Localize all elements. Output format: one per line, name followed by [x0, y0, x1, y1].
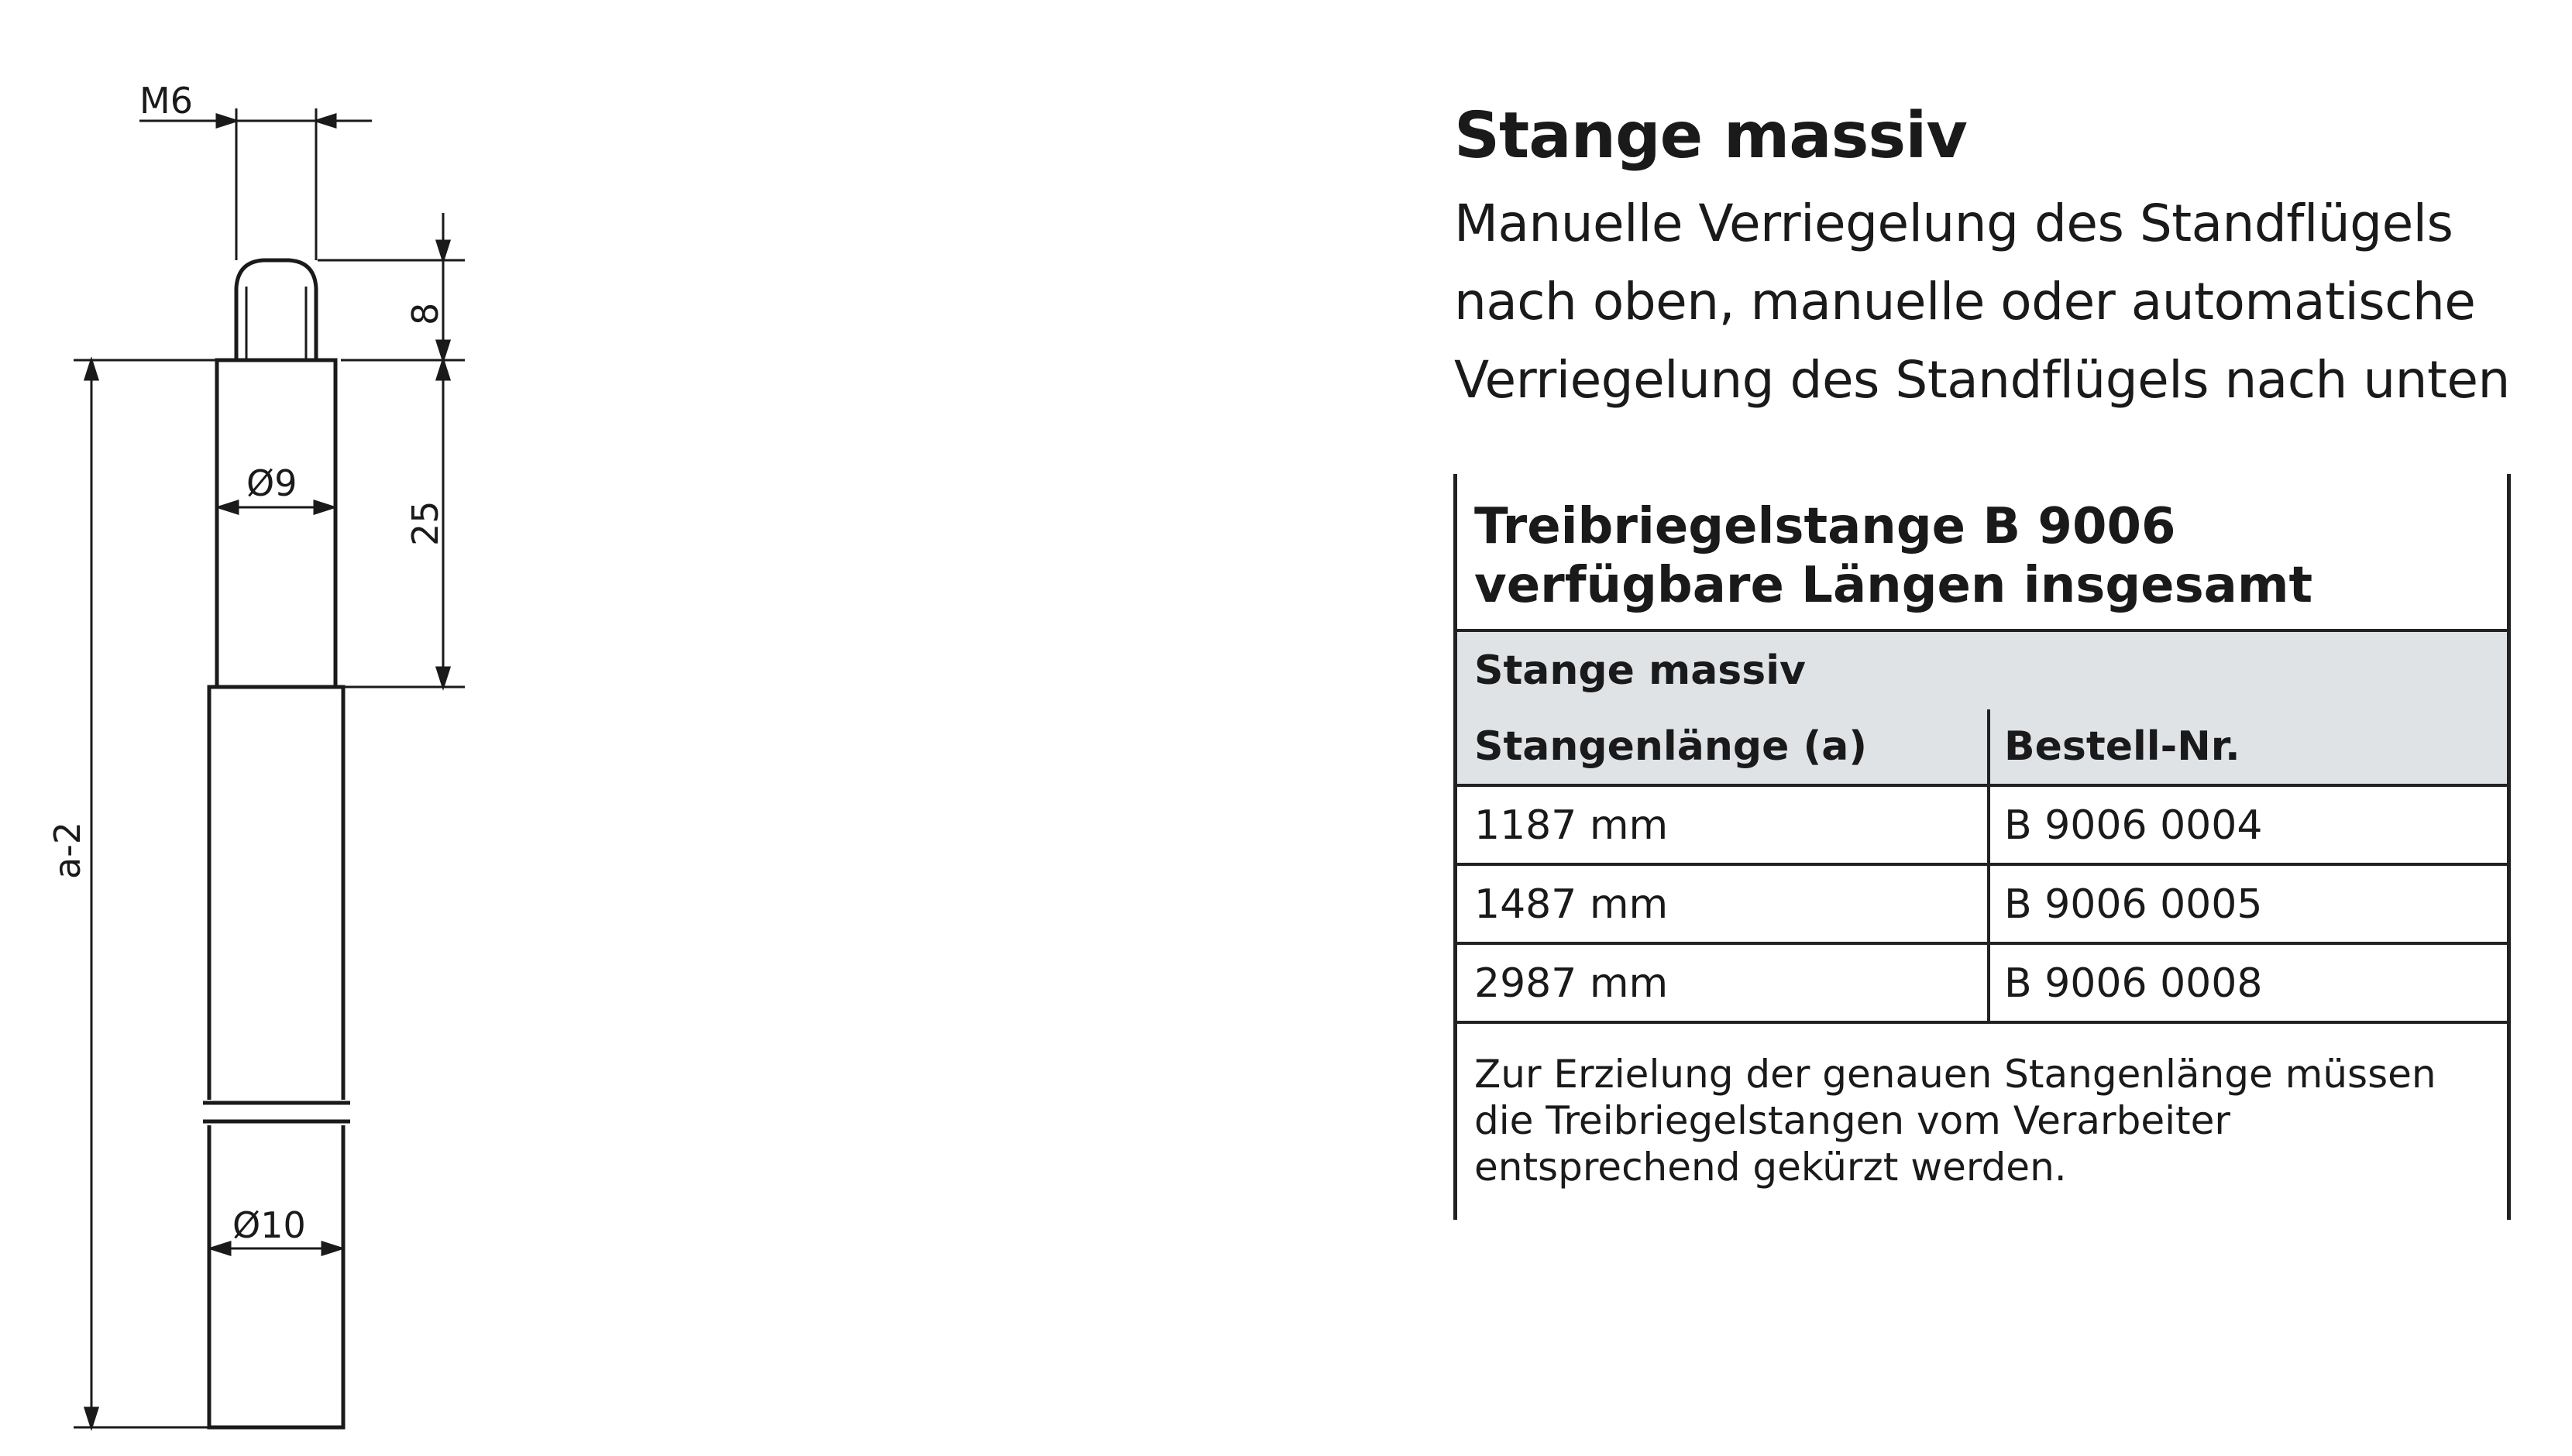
column-divider: [1987, 787, 1990, 863]
table-title: [1474, 497, 2312, 615]
table-subheader: Stange massiv: [1474, 647, 1806, 694]
table-row: [1457, 787, 2507, 866]
dim-label-8: 8: [404, 302, 446, 325]
page-title: Stange massiv: [1454, 99, 1967, 173]
table-title-line1: Treibriegelstange B 9006: [1474, 498, 2176, 555]
row-length: 2987 mm: [1474, 960, 1669, 1007]
column-header-length: Stangenlänge (a): [1474, 723, 1868, 770]
product-table: [1453, 474, 2511, 1220]
page-description: Manuelle Verriegelung des Standflügels nach oben, manuelle oder automatische Verriegelung des Standflügels nach unten: [1454, 194, 2510, 410]
column-divider: [1987, 945, 1990, 1021]
row-length: 1487 mm: [1474, 881, 1669, 928]
table-title-line2: verfügbare Längen insgesamt: [1474, 557, 2313, 614]
dim-label-d10: Ø10: [232, 1204, 306, 1246]
dim-label-a2: a-2: [46, 821, 88, 879]
column-header-order-number: Bestell-Nr.: [2004, 723, 2240, 770]
table-column-header: [1457, 632, 2507, 787]
thread-tip: [236, 260, 316, 360]
column-divider: [1987, 709, 1990, 784]
rod-section-d9: [217, 360, 335, 687]
table-row: [1457, 945, 2507, 1024]
rod-body-upper: [209, 687, 343, 1100]
row-order-number: B 9006 0008: [2004, 960, 2263, 1007]
table-header: [1457, 474, 2507, 632]
rod-body-lower: [209, 1125, 343, 1427]
dim-label-25: 25: [404, 500, 446, 546]
row-length: 1187 mm: [1474, 802, 1669, 849]
table-note: Zur Erzielung der genauen Stangenlänge müssen die Treibriegelstangen vom Verarbeiter entsprechend gekürzt werden.: [1474, 1052, 2436, 1190]
table-row: [1457, 866, 2507, 945]
dim-label-m6: M6: [139, 80, 193, 122]
column-divider: [1987, 866, 1990, 942]
row-order-number: B 9006 0004: [2004, 802, 2263, 849]
dim-label-d9: Ø9: [246, 462, 297, 504]
row-order-number: B 9006 0005: [2004, 881, 2263, 928]
